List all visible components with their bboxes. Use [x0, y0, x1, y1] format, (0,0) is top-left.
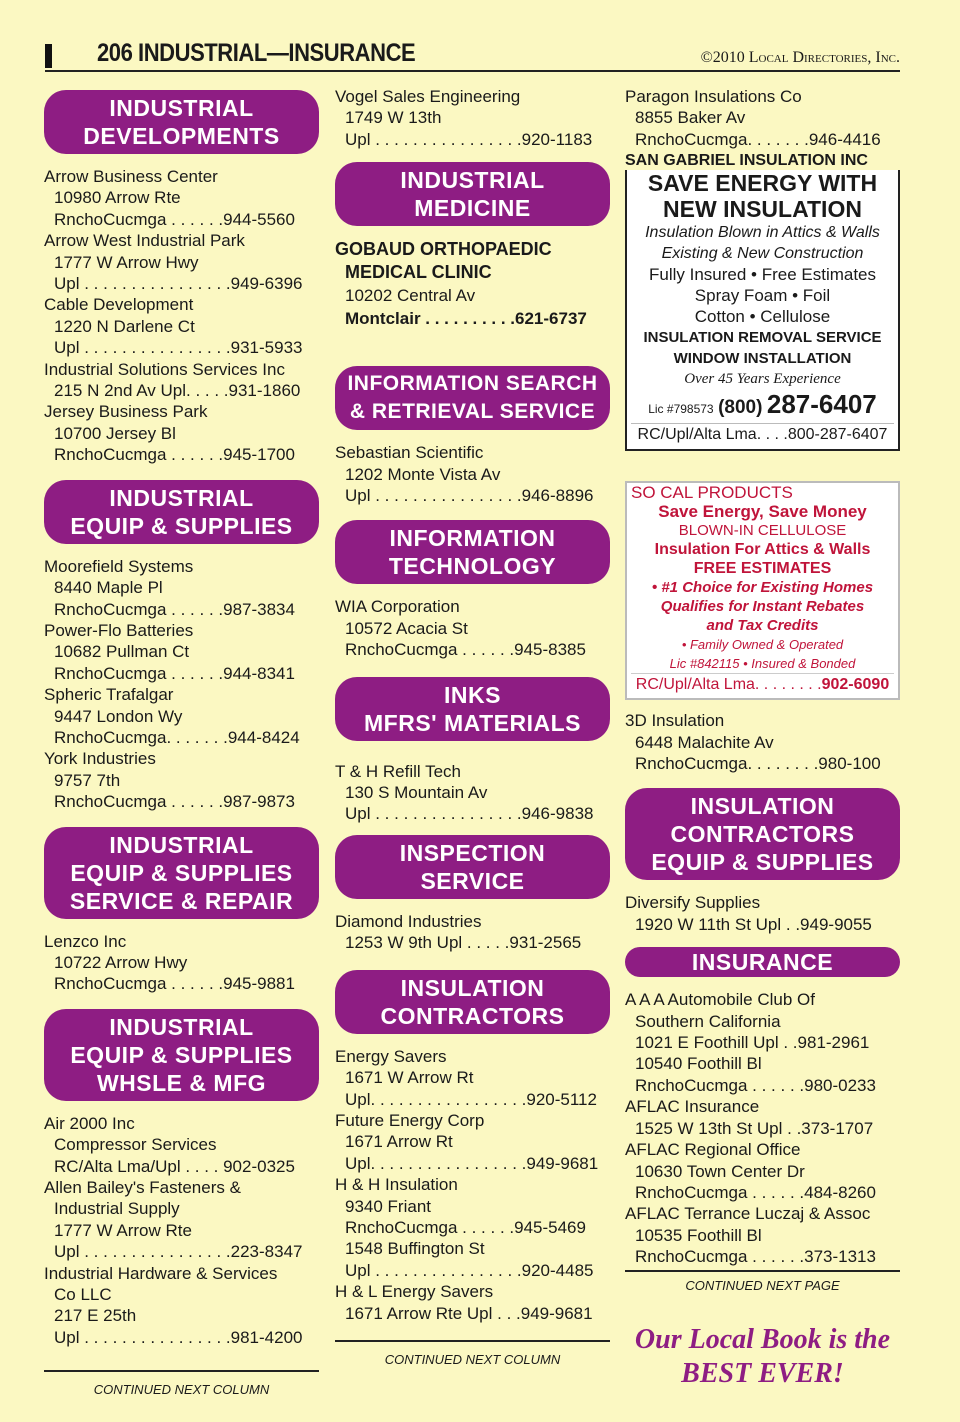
listing-name: H & H Insulation [335, 1175, 458, 1195]
listing-address: 217 E 25th [54, 1306, 137, 1326]
listing-name: Industrial Hardware & Services [44, 1263, 278, 1283]
listing-address: 10630 Town Center Dr [635, 1161, 805, 1181]
listing-name: WIA Corporation [335, 597, 460, 617]
listing-address: 1749 W 13th [345, 108, 442, 128]
listing-address: 10535 Foothill Bl [635, 1225, 762, 1245]
heading-insulation-contractors-equip [625, 788, 900, 880]
ad-box [625, 170, 900, 451]
listing-name: Industrial Solutions Services Inc [44, 359, 285, 379]
ad-line: and Tax Credits [706, 617, 819, 635]
listing-name: Vogel Sales Engineering [335, 87, 521, 106]
column-3 [625, 86, 900, 1391]
listing-phone: RnchoCucmga . . . . . .987-3834 [54, 599, 295, 619]
column-1 [44, 86, 319, 1397]
listing-name: A A A Automobile Club Of [625, 990, 815, 1010]
heading-line: EQUIP & SUPPLIES [70, 859, 293, 886]
continued-note: CONTINUED NEXT COLUMN [335, 1340, 610, 1367]
listing [44, 684, 319, 748]
listing-featured [335, 238, 610, 330]
listing-phone: 1525 W 13th St Upl . .373-1707 [635, 1118, 874, 1138]
ad-line: FREE ESTIMATES [693, 560, 832, 578]
listing-name: 3D Insulation [625, 711, 725, 731]
listing [625, 710, 900, 774]
heading-inspection-service [335, 835, 610, 899]
heading-inks [335, 677, 610, 741]
listing-phone: RnchoCucmga . . . . . .944-5560 [54, 209, 295, 229]
heading-industrial-equip-supplies [44, 480, 319, 544]
ad-phone-row [631, 390, 894, 423]
listing-phone: 1920 W 11th St Upl . .949-9055 [635, 914, 872, 934]
listing-address: 1671 W Arrow Rt [345, 1068, 474, 1088]
heading-line: INDUSTRIAL [400, 167, 545, 194]
listing-phone: RnchoCucmga . . . . . .484-8260 [635, 1182, 876, 1202]
ad-footer-label: RC/Upl/Alta Lma. . . . . . . . [635, 676, 822, 694]
ad-line: Spray Foam • Foil [694, 286, 831, 306]
ad-footer [631, 673, 894, 696]
listing-phone: Upl . . . . . . . . . . . . . . . .931-5933 [54, 338, 303, 358]
listing-phone: Upl. . . . . . . . . . . . . . . . .949-9681 [345, 1153, 599, 1173]
listing-name: H & L Energy Savers [335, 1282, 494, 1302]
heading-line: MEDICINE [414, 195, 531, 222]
listing [44, 931, 319, 995]
page-title: 206 INDUSTRIAL—INSURANCE [97, 39, 416, 67]
listing-phone: RnchoCucmga . . . . . .945-1700 [54, 445, 295, 465]
listing-phone: RnchoCucmga . . . . . .987-9873 [54, 792, 295, 812]
column-2 [335, 86, 610, 1367]
listing-phone: Upl . . . . . . . . . . . . . . . .223-8347 [54, 1242, 303, 1262]
listing [335, 1174, 610, 1281]
listing-address: 1777 W Arrow Hwy [54, 252, 199, 272]
heading-insurance [625, 947, 900, 977]
heading-industrial-developments [44, 90, 319, 154]
listing [335, 442, 610, 506]
heading-line: INFORMATION [389, 525, 556, 552]
ad-business-name: SAN GABRIEL INSULATION INC [625, 152, 868, 170]
ad-phone-area: (800) [718, 397, 763, 419]
listing-subname: Industrial Supply [54, 1199, 180, 1219]
listing-name: Diversify Supplies [625, 893, 761, 913]
heading-line: EQUIP & SUPPLIES [70, 1041, 293, 1068]
ad-line: Fully Insured • Free Estimates [648, 265, 877, 285]
listing [44, 294, 319, 358]
heading-industrial-equip-whsle-mfg [44, 1009, 319, 1101]
listing [625, 892, 900, 935]
heading-line: INDUSTRIAL [109, 831, 254, 858]
listing-address: 10722 Arrow Hwy [54, 952, 188, 972]
listing [44, 1177, 319, 1263]
listing-name: MEDICAL CLINIC [345, 262, 492, 283]
listing-address: 9340 Friant [345, 1196, 431, 1216]
listing-phone: RnchoCucmga . . . . . .945-8385 [345, 640, 586, 660]
listing-phone: Upl . . . . . . . . . . . . . . . .946-9838 [345, 804, 594, 824]
listing [625, 989, 900, 1096]
listing-phone: RnchoCucmga . . . . . .945-5469 [345, 1217, 586, 1237]
heading-line: CONTRACTORS [670, 821, 855, 848]
heading-industrial-equip-service-repair [44, 827, 319, 919]
listing-name: Moorefield Systems [44, 556, 194, 576]
ad-line: WINDOW INSTALLATION [673, 350, 852, 368]
listing-phone: 1021 E Foothill Upl . .981-2961 [635, 1033, 870, 1053]
listing-name: York Industries [44, 749, 156, 769]
listing-phone: Upl . . . . . . . . . . . . . . . .946-8896 [345, 486, 594, 506]
listing-name: Jersey Business Park [44, 402, 208, 422]
listing-name: AFLAC Terrance Luczaj & Assoc [625, 1204, 871, 1224]
listing-name: Energy Savers [335, 1046, 447, 1066]
ad-box [625, 481, 900, 700]
publisher-credit: ©2010 Local Directories, Inc. [700, 49, 900, 66]
listing-phone: Upl . . . . . . . . . . . . . . . .981-4200 [54, 1327, 303, 1347]
slogan-line: BEST EVER! [681, 1357, 844, 1389]
listing-name: Arrow Business Center [44, 167, 218, 186]
listing [335, 1110, 610, 1174]
ad-line: INSULATION REMOVAL SERVICE [643, 329, 882, 347]
heading-line: INSULATION [690, 793, 835, 820]
listing-phone: Upl. . . . . . . . . . . . . . . . .920-5112 [345, 1089, 597, 1109]
listing-name: T & H Refill Tech [335, 761, 461, 781]
listing-address: 10572 Acacia St [345, 618, 468, 638]
heading-line: INDUSTRIAL [109, 484, 254, 511]
header-marker [45, 44, 52, 68]
heading-line: MFRS' MATERIALS [364, 709, 581, 736]
ad-headline: Save Energy, Save Money [658, 502, 867, 522]
continued-note: CONTINUED NEXT PAGE [625, 1270, 900, 1293]
ad-phone: 287-6407 [766, 389, 877, 420]
listing [44, 748, 319, 812]
listing-phone: Upl . . . . . . . . . . . . . . . .920-1183 [345, 129, 593, 149]
heading-line: SERVICE & REPAIR [69, 887, 294, 914]
listing-address: 10202 Central Av [345, 286, 476, 306]
listing-name: Arrow West Industrial Park [44, 231, 245, 251]
ad-line: Over 45 Years Experience [684, 371, 841, 388]
listing-address: 8440 Maple Pl [54, 578, 163, 598]
listing [335, 761, 610, 825]
ad-headline: NEW INSULATION [663, 196, 862, 223]
heading-information-search [335, 366, 610, 430]
listing-phone: RnchoCucmga. . . . . . .946-4416 [635, 129, 881, 149]
heading-insulation-contractors [335, 970, 610, 1034]
heading-line: INSULATION [400, 974, 545, 1001]
listing-address: 10682 Pullman Ct [54, 642, 190, 662]
listing [44, 401, 319, 465]
listing-phone: RnchoCucmga. . . . . . .944-8424 [54, 727, 300, 747]
listing-address: 1202 Monte Vista Av [345, 464, 501, 484]
listing [335, 911, 610, 954]
listing [335, 86, 610, 150]
listing-name: Lenzco Inc [44, 931, 127, 951]
page-header [45, 38, 900, 72]
heading-line: INSPECTION [399, 839, 546, 866]
listing-phone: RnchoCucmga . . . . . .945-9881 [54, 974, 295, 994]
listing [44, 1263, 319, 1349]
heading-information-technology [335, 520, 610, 584]
listing [44, 556, 319, 620]
heading-line: & RETRIEVAL SERVICE [349, 400, 596, 424]
continued-note: CONTINUED NEXT COLUMN [44, 1370, 319, 1397]
ad-footer-phone: 902-6090 [821, 676, 890, 694]
listing-name: Sebastian Scientific [335, 443, 484, 463]
ad-license: Lic #798573 [648, 402, 714, 417]
heading-line: INFORMATION SEARCH [347, 372, 598, 396]
ad-san-gabriel-insulation [625, 152, 900, 451]
listing-address: 1548 Buffington St [345, 1239, 485, 1259]
heading-line: DEVELOPMENTS [83, 123, 280, 149]
listing-phone: 1253 W 9th Upl . . . . .931-2565 [345, 933, 582, 953]
listing-phone: RnchoCucmga . . . . . .944-8341 [54, 663, 295, 683]
listing-subname: Southern California [635, 1011, 781, 1031]
listing-address: 10700 Jersey Bl [54, 423, 176, 443]
heading-line: INSURANCE [691, 949, 834, 976]
heading-industrial-medicine [335, 162, 610, 226]
ad-line: Lic #842115 • Insured & Bonded [669, 656, 856, 672]
listing-address: 6448 Malachite Av [635, 732, 774, 752]
listing [44, 166, 319, 230]
ad-line: Existing & New Construction [661, 245, 864, 263]
listing [44, 230, 319, 294]
ad-line: BLOWN-IN CELLULOSE [678, 522, 847, 540]
ad-line: • #1 Choice for Existing Homes [651, 579, 874, 597]
listing [625, 1203, 900, 1267]
listing-phone: Upl . . . . . . . . . . . . . . . .949-6396 [54, 274, 303, 294]
listing-address: 10540 Foothill Bl [635, 1054, 762, 1074]
listing-address: 1220 N Darlene Ct [54, 316, 195, 336]
listing-phone: 1671 Arrow Rte Upl . . .949-9681 [345, 1303, 593, 1323]
listing-phone: 215 N 2nd Av Upl. . . . .931-1860 [54, 381, 301, 401]
heading-line: WHSLE & MFG [96, 1069, 267, 1096]
ad-line: Qualifies for Instant Rebates [660, 598, 865, 616]
listing [335, 1046, 610, 1110]
listing [335, 596, 610, 660]
listing [335, 1281, 610, 1324]
listing [44, 620, 319, 684]
heading-line: INKS [444, 681, 501, 708]
heading-line: INDUSTRIAL [109, 1013, 254, 1040]
listing-name: Air 2000 Inc [44, 1113, 135, 1133]
listing-address: 9757 7th [54, 770, 121, 790]
listing-name: Power-Flo Batteries [44, 620, 194, 640]
listing-phone: RC/Alta Lma/Upl . . . . 902-0325 [54, 1156, 295, 1176]
listing-name: Allen Bailey's Fasteners & [44, 1178, 241, 1197]
listing-name: Paragon Insulations Co [625, 87, 802, 106]
listing [44, 359, 319, 402]
listing-phone: Montclair . . . . . . . . . .621-6737 [345, 309, 587, 329]
heading-line: EQUIP & SUPPLIES [651, 849, 874, 876]
listing-address: 10980 Arrow Rte [54, 188, 181, 208]
listing-address: 9447 London Wy [54, 706, 183, 726]
listing-name: Spheric Trafalgar [44, 685, 174, 705]
listing-name: Future Energy Corp [335, 1110, 485, 1130]
listing-name: Diamond Industries [335, 911, 482, 931]
ad-headline: SAVE ENERGY WITH [647, 170, 878, 197]
listing-address: 1671 Arrow Rt [345, 1132, 453, 1152]
ad-so-cal-products [625, 481, 900, 700]
listing-phone: Upl . . . . . . . . . . . . . . . .920-4485 [345, 1260, 594, 1280]
listing-phone: RnchoCucmga. . . . . . . .980-100 [635, 754, 881, 774]
ad-line: Insulation For Attics & Walls [654, 541, 871, 559]
listing-name: AFLAC Regional Office [625, 1140, 801, 1160]
listing-subname: Co LLC [54, 1285, 112, 1305]
slogan-line: Our Local Book is the [634, 1323, 891, 1355]
listing-address: 130 S Mountain Av [345, 783, 488, 803]
listing [44, 1113, 319, 1177]
ad-line: Insulation Blown in Attics & Walls [645, 224, 880, 242]
listing-name: GOBAUD ORTHOPAEDIC [335, 239, 552, 260]
heading-line: SERVICE [420, 867, 525, 894]
ad-line: • Family Owned & Operated [681, 637, 844, 653]
listing-name: AFLAC Insurance [625, 1097, 760, 1117]
listing [625, 1139, 900, 1203]
listing-address: 8855 Baker Av [635, 108, 746, 128]
heading-line: TECHNOLOGY [388, 553, 557, 580]
listing-name: Cable Development [44, 295, 194, 315]
listing-phone: RnchoCucmga . . . . . .980-0233 [635, 1075, 876, 1095]
listing-subname: Compressor Services [54, 1135, 217, 1155]
heading-line: EQUIP & SUPPLIES [70, 512, 293, 539]
ad-line: Cotton • Cellulose [694, 307, 831, 327]
listing [625, 86, 900, 150]
heading-line: CONTRACTORS [380, 1002, 565, 1029]
heading-line: INDUSTRIAL [109, 95, 254, 121]
listing [625, 1096, 900, 1139]
ad-footer: RC/Upl/Alta Lma. . . .800-287-6407 [631, 423, 894, 445]
ad-business-name: SO CAL PRODUCTS [631, 483, 793, 503]
slogan [625, 1323, 900, 1391]
listing-phone: RnchoCucmga . . . . . .373-1313 [635, 1247, 876, 1267]
listing-address: 1777 W Arrow Rte [54, 1220, 192, 1240]
